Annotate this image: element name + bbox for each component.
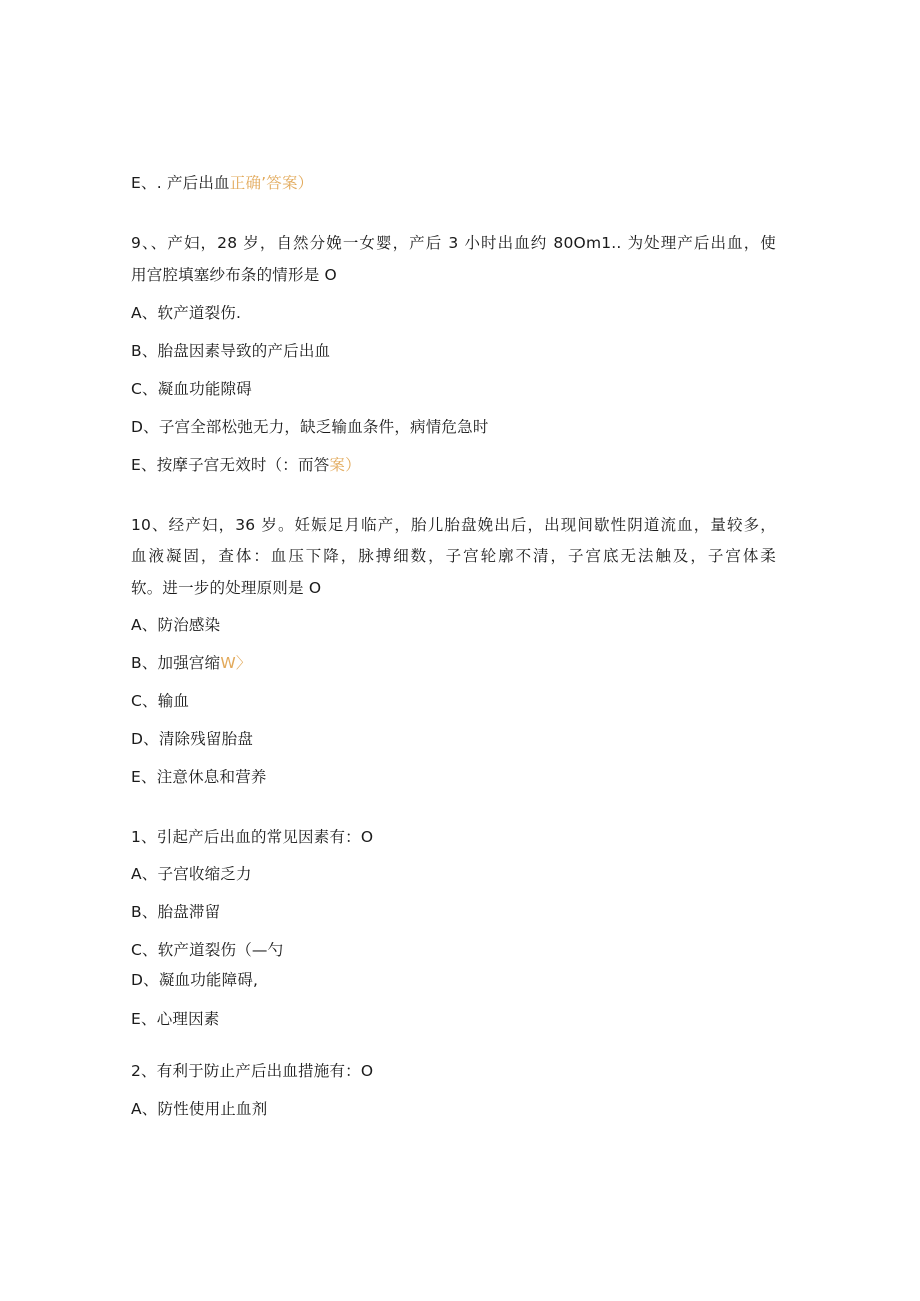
option-d-q9: D、子宫全部松弛无力，缺乏输血条件，病情危急时	[131, 418, 489, 436]
option-c-q10: C、输血	[131, 692, 190, 710]
option-text: E、按摩子宫无效时（：而答	[131, 456, 330, 474]
option-b-m1: B、胎盘滞留	[131, 903, 221, 921]
option-e-q9	[131, 455, 361, 475]
option-e-q8	[131, 173, 313, 193]
option-c-q9: C、凝血功能隙碍	[131, 380, 252, 398]
option-c-m1: C、软产道裂伤（—勺	[131, 941, 284, 959]
answer-mark: 正确’答案）	[229, 174, 314, 192]
option-e-q10: E、注意休息和营养	[131, 768, 267, 786]
question-10-line-3: 软。进一步的处理原则是 O	[131, 579, 322, 597]
option-a-m1: A、子宫收缩乏力	[131, 865, 252, 883]
question-9-line-1: 9、、产妇，28 岁，自然分娩一女婴，产后 3 小时出血约 80Om1.. 为处理产后出血，使	[131, 234, 776, 252]
option-a-q9: A、软产道裂伤.	[131, 304, 242, 322]
option-e-m1: E、心理因素	[131, 1010, 220, 1028]
answer-mark: W〉	[220, 654, 252, 672]
option-text: E、. 产后出血	[131, 174, 230, 192]
option-a-q10: A、防治感染	[131, 616, 221, 634]
option-text: B、加强宫缩	[131, 654, 221, 672]
option-b-q9: B、胎盘因素导致的产后出血	[131, 342, 331, 360]
answer-mark: 案）	[329, 456, 361, 474]
question-10-line-2: 血液凝固，查体：血压下降，脉搏细数，子宫轮廓不清，子宫底无法触及，子宫体柔	[131, 547, 776, 565]
multi-question-2: 2、有利于防止产后出血措施有：O	[131, 1062, 374, 1080]
option-b-q10	[131, 653, 252, 673]
option-a-m2: A、防性使用止血剂	[131, 1100, 268, 1118]
option-d-m1: D、凝血功能障碍,	[131, 971, 259, 989]
question-10-line-1: 10、经产妇，36 岁。妊娠足月临产，胎儿胎盘娩出后，出现间歇性阴道流血，量较多，	[131, 516, 776, 534]
option-d-q10: D、清除残留胎盘	[131, 730, 254, 748]
multi-question-1: 1、引起产后出血的常见因素有：O	[131, 828, 374, 846]
question-9-line-2: 用宫腔填塞纱布条的情形是 O	[131, 266, 337, 284]
